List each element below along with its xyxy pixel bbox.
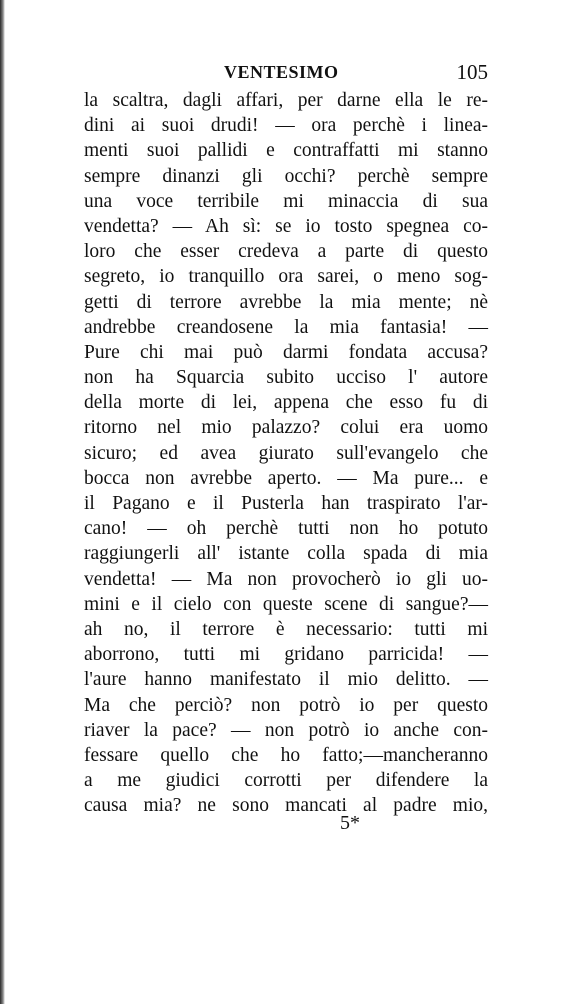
text-line: riaver la pace? — non potrò io anche con- [84, 719, 488, 741]
text-line: dini ai suoi drudi! — ora perchè i linea- [84, 115, 488, 137]
text-line: ritorno nel mio palazzo? colui era uomo [84, 417, 488, 439]
page-header [84, 58, 488, 92]
text-line: Pure chi mai può darmi fondata accusa? [84, 341, 488, 363]
text-line: andrebbe creandosene la mia fantasia! — [84, 316, 488, 338]
text-line: una voce terribile mi minaccia di sua [84, 190, 488, 212]
text-line: menti suoi pallidi e contraffatti mi stanno [84, 140, 488, 162]
text-line: della morte di lei, appena che esso fu di [84, 392, 488, 414]
text-line: fessare quello che ho fatto;—mancheranno [84, 744, 488, 766]
text-line: cano! — oh perchè tutti non ho potuto [84, 518, 488, 540]
text-line: il Pagano e il Pusterla han traspirato l'ar- [84, 493, 488, 514]
page-binding-edge [0, 0, 5, 1004]
text-line: causa mia? ne sono mancati al padre mio, [84, 795, 488, 817]
text-line: ah no, il terrore è necessario: tutti mi [84, 618, 488, 640]
text-line: sicuro; ed avea giurato sull'evangelo che [84, 442, 488, 464]
text-line: Ma che perciò? non potrò io per questo [84, 694, 488, 716]
text-line: segreto, io tranquillo ora sarei, o meno sog- [84, 266, 488, 288]
text-line: getti di terrore avrebbe la mia mente; nè [84, 291, 488, 313]
page-number: 105 [456, 60, 488, 84]
text-line: raggiungerli all' istante colla spada di mia [84, 543, 488, 565]
running-title: VENTESIMO [224, 62, 339, 82]
text-line: mini e il cielo con queste scene di sangue?— [84, 593, 488, 615]
text-line: bocca non avrebbe aperto. — Ma pure... e [84, 467, 488, 489]
text-line: vendetta? — Ah sì: se io tosto spegnea co- [84, 215, 488, 237]
text-line: l'aure hanno manifestato il mio delitto. — [84, 669, 488, 691]
text-line: a me giudici corrotti per difendere la [84, 770, 488, 792]
text-line: vendetta! — Ma non provocherò io gli uo- [84, 568, 488, 590]
text-line: sempre dinanzi gli occhi? perchè sempre [84, 165, 488, 187]
text-line: aborrono, tutti mi gridano parricida! — [84, 644, 488, 666]
text-line: loro che esser credeva a parte di questo [84, 241, 488, 263]
signature-mark: 5* [340, 812, 360, 834]
body-text [84, 88, 488, 818]
text-line: non ha Squarcia subito ucciso l' autore [84, 367, 488, 389]
text-line: la scaltra, dagli affari, per darne ella le re- [84, 90, 488, 111]
